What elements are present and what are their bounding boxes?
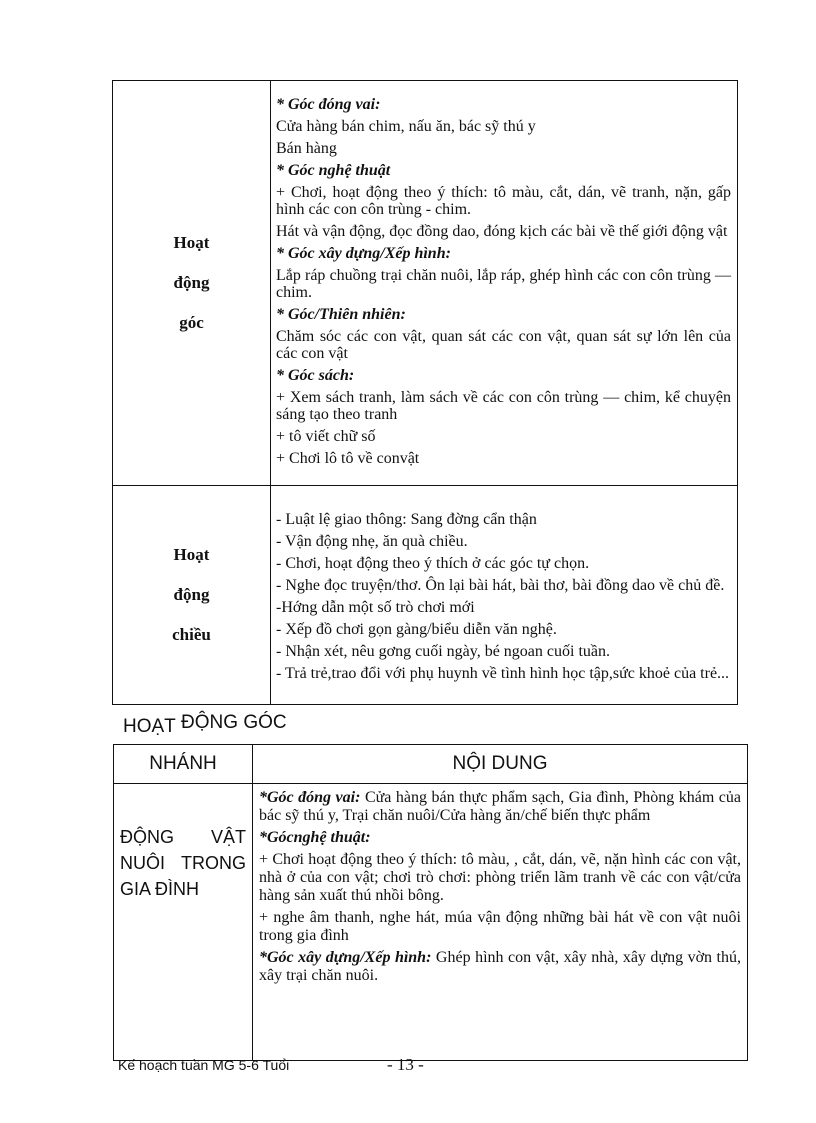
table-row — [113, 486, 738, 705]
table-row — [114, 784, 748, 1061]
corner-heading: *Gócnghệ thuật: — [259, 829, 371, 846]
corner-heading: *Góc xây dựng/Xếp hình: — [259, 949, 432, 966]
content-cell — [253, 784, 748, 1061]
row-label-line: góc — [179, 313, 204, 332]
content-paragraph — [259, 851, 741, 905]
paragraph-text: Cửa hàng bán thực phẩm sạch, Gia đình, Phòng khám của bác sỹ thú y, Trại chăn nuôi/Cửa hàng ăn/chế biến thực phẩm — [259, 789, 741, 824]
footer-title: Kế hoạch tuần MG 5-6 Tuổi — [118, 1057, 290, 1073]
content-paragraph — [259, 789, 741, 825]
section-heading — [123, 712, 287, 737]
section-heading-part: ĐỘNG GÓC — [175, 712, 287, 733]
row-label-cell — [113, 486, 271, 705]
content-line: - Xếp đồ chơi gọn gàng/biểu diễn văn nghệ. — [276, 620, 557, 638]
table-header-row — [114, 745, 748, 784]
corner-heading: * Góc đóng vai: — [276, 96, 381, 113]
content-line: + Chơi lô tô về convật — [276, 450, 420, 467]
row-label-cell — [113, 81, 271, 486]
content-line: Cửa hàng bán chim, nấu ăn, bác sỹ thú y — [276, 118, 536, 135]
row-label-line: chiều — [172, 625, 211, 644]
content-paragraph — [259, 949, 741, 985]
paragraph-text: + Chơi hoạt động theo ý thích: tô màu, , cắt, dán, vẽ, nặn hình các con vật, nhà ở của con vật; chơi trò chơi: phòng triển lãm tranh về các con vật/cửa hàng sản xuất thú nhồi bông. — [259, 851, 741, 904]
branch-cell — [114, 784, 253, 1061]
corner-heading: * Góc/Thiên nhiên: — [276, 306, 406, 323]
content-line: - Trả trẻ,trao đổi với phụ huynh về tình hình học tập,sức khoẻ của trẻ... — [276, 664, 730, 682]
header-content: NỘI DUNG — [253, 745, 748, 784]
branch-table — [113, 744, 748, 1061]
content-paragraph — [259, 909, 741, 945]
content-line: + Chơi, hoạt động theo ý thích: tô màu, cắt, dán, vẽ tranh, nặn, gấp hình các con côn trùng - chim. — [276, 184, 731, 218]
content-line: - Chơi, hoạt động theo ý thích ở các góc tự chọn. — [276, 554, 590, 572]
table-row — [113, 81, 738, 486]
corner-heading: * Góc sách: — [276, 367, 355, 384]
branch-line: GIA ĐÌNH — [120, 879, 200, 899]
content-line: - Nhận xét, nêu gơng cuối ngày, bé ngoan cuối tuần. — [276, 642, 610, 660]
section-heading-part: HO — [123, 716, 152, 737]
content-line: Lắp ráp chuồng trại chăn nuôi, lắp ráp, ghép hình các con côn trùng — chim. — [276, 267, 731, 301]
page-number: - 13 - — [387, 1055, 424, 1074]
content-line: - Nghe đọc truyện/thơ. Ôn lại bài hát, bài thơ, bài đồng dao về chủ đề. — [276, 576, 725, 594]
row-content-cell — [271, 81, 738, 486]
content-line: Hát và vận động, đọc đồng dao, đóng kịch các bài về thế giới động vật — [276, 223, 728, 240]
row-label-line: động — [173, 585, 210, 604]
header-branch: NHÁNH — [114, 745, 253, 784]
branch-line: ĐỘNG VẬT — [120, 827, 246, 847]
content-line: -Hớng dẫn một số trò chơi mới — [276, 598, 475, 616]
content-line: - Vận động nhẹ, ăn quà chiều. — [276, 532, 468, 550]
section-heading-part: ẠT — [151, 716, 176, 737]
paragraph-text: + nghe âm thanh, nghe hát, múa vận động những bài hát về con vật nuôi trong gia đình — [259, 909, 741, 944]
corner-heading: *Góc đóng vai: — [259, 789, 361, 806]
paragraph-text: Ghép hình con vật, xây nhà, xây dựng vờn thú, xây trại chăn nuôi. — [259, 949, 741, 984]
row-label-line: Hoạt — [173, 233, 210, 252]
corner-heading: * Góc nghệ thuật — [276, 162, 391, 179]
activity-table — [112, 80, 738, 705]
content-line: + tô viết chữ số — [276, 428, 376, 445]
branch-line: NUÔI TRONG — [120, 853, 246, 873]
row-content-cell — [271, 486, 738, 705]
content-paragraph — [259, 829, 741, 847]
content-line: Chăm sóc các con vật, quan sát các con vật, quan sát sự lớn lên của các con vật — [276, 328, 731, 362]
corner-heading: * Góc xây dựng/Xếp hình: — [276, 245, 451, 262]
content-line: + Xem sách tranh, làm sách về các con côn trùng — chim, kể chuyện sáng tạo theo tranh — [276, 389, 731, 423]
content-line: Bán hàng — [276, 140, 337, 157]
content-line: - Luật lệ giao thông: Sang đờng cẩn thận — [276, 510, 537, 528]
row-label-line: Hoạt — [173, 545, 210, 564]
row-label-line: động — [173, 273, 210, 292]
